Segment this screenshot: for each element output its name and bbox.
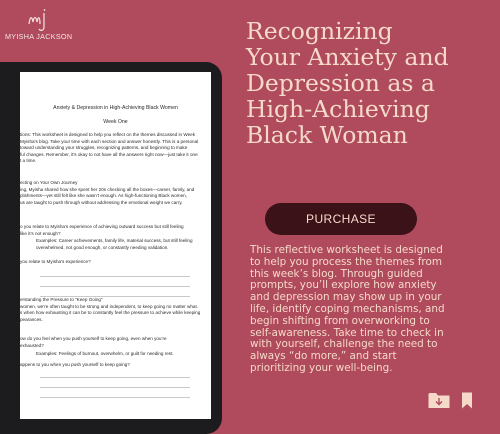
section-line: plishments—yet still felt like she wasn’t enough. As high-functioning Black women, xyxy=(20,193,187,199)
title-line: Depression as a xyxy=(246,69,435,97)
title-line: Your Anxiety and xyxy=(246,43,449,71)
mj-monogram-icon xyxy=(27,8,49,32)
answer-line xyxy=(40,276,190,277)
question-3-example: Examples: Feelings of burnout, overwhelm, or guilt for needing rest. xyxy=(36,351,174,356)
intro-line: Myisha’s blog. Take your time with each section and answer honestly. This is a personal xyxy=(20,138,199,144)
description-line: with yourself, challenge the need to xyxy=(250,338,438,351)
description-line: to help you process the themes from xyxy=(250,255,442,268)
title-line: Recognizing xyxy=(246,17,393,45)
section-line: pearances. xyxy=(20,316,43,322)
example-line: overwhelmed, not good enough, or constantly needing validation. xyxy=(36,244,169,250)
folder-download-icon[interactable] xyxy=(428,392,450,409)
answer-line xyxy=(40,286,190,287)
question-line: ow do you feel when you push yourself to keep going, even when you’re xyxy=(20,336,167,341)
intro-line: ful changes. Remember, it’s okay to not have all the answers right now—just take it one xyxy=(20,151,198,157)
question-2: you relate to Myisha’s experience? xyxy=(20,259,91,264)
description-line: this week’s blog. Through guided xyxy=(250,267,423,280)
intro-line: t a time. xyxy=(20,158,37,164)
question-4: appens to you when you push yourself to keep going? xyxy=(20,362,130,367)
section-line: us are taught to push through without addressing the emotional weight we carry. xyxy=(20,199,183,205)
description-line: and depression may show up in your xyxy=(250,291,442,304)
question-line: o you relate to Myisha’s experience of achieving outward success but still feeling xyxy=(20,224,184,229)
corner-actions xyxy=(428,392,488,410)
intro-line: toward understanding your struggles, recognizing patterns, and beginning to make xyxy=(20,145,188,151)
section-pressure xyxy=(20,297,208,323)
question-3 xyxy=(20,336,208,349)
question-line: exhausted? xyxy=(20,342,44,348)
question-line: like it’s not enough? xyxy=(20,230,61,236)
answer-line xyxy=(40,387,190,388)
section-heading: ecting on Your Own Journey xyxy=(20,180,78,185)
purchase-button[interactable]: PURCHASE xyxy=(265,203,417,235)
description-line: self-awareness. Take time to check in xyxy=(250,326,444,339)
description-line: begin shifting from overworking to xyxy=(250,314,430,327)
title-line: Black Woman xyxy=(246,121,408,149)
description-line: prioritizing your well-being. xyxy=(250,361,393,374)
intro-line: tions: This worksheet is designed to help you reflect on the themes discussed in Week xyxy=(20,132,195,137)
example-line: Examples: Career achievements, family life, material success, but still feeling xyxy=(36,238,193,243)
worksheet-week: Week One xyxy=(103,119,128,125)
description-line: always “do more,” and start xyxy=(250,350,397,363)
description-line: This reflective worksheet is designed xyxy=(250,244,443,256)
answer-line xyxy=(40,397,190,398)
description-line: life, identify coping mechanisms, and xyxy=(250,302,445,315)
product-description xyxy=(250,245,482,375)
product-title xyxy=(246,18,498,148)
brand-logo xyxy=(5,8,73,42)
worksheet-preview xyxy=(20,72,211,419)
section-line: s when how exhausting it can be to constantly feel the pressure to achieve while keeping xyxy=(20,310,201,316)
worksheet-intro xyxy=(20,132,208,165)
question-1 xyxy=(20,224,208,237)
section-reflecting xyxy=(20,180,208,206)
section-line: ing, Myisha shared how she spent her 20s checking all the boxes—career, family, and xyxy=(20,186,195,192)
worksheet-title: Anxiety & Depression in High-Achieving Black Women xyxy=(53,105,178,111)
brand-name: MYISHA JACKSON xyxy=(5,32,73,41)
section-heading: erstanding the Pressure to “Keep Going” xyxy=(20,297,103,302)
section-line: women, we’re often taught to be strong and independent, to keep going no matter what. xyxy=(20,303,198,309)
description-line: prompts, you’ll explore how anxiety xyxy=(250,279,437,292)
title-line: High-Achieving xyxy=(246,95,430,123)
bookmark-icon[interactable] xyxy=(461,392,473,409)
answer-line xyxy=(40,377,190,378)
question-1-examples xyxy=(36,238,211,251)
